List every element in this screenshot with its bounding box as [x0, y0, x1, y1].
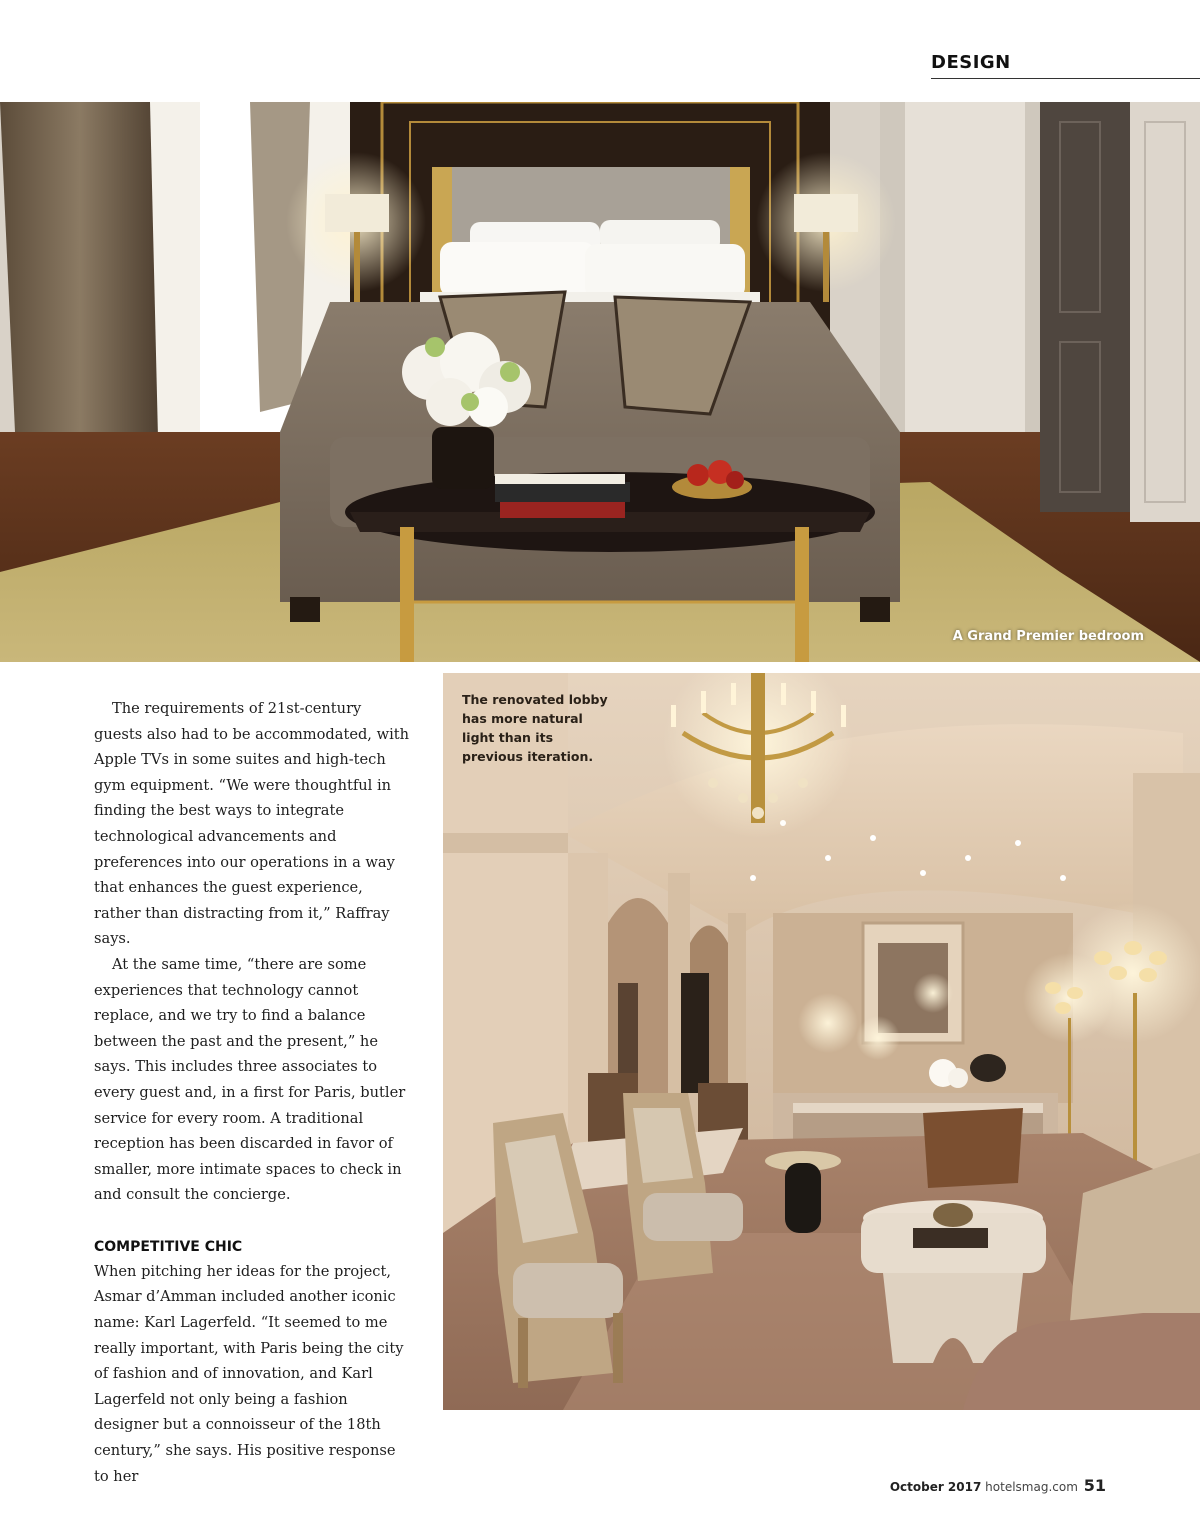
footer-website: hotelsmag.com [985, 1480, 1078, 1494]
lobby-photo-caption: The renovated lobby has more natural light than its previous iteration. [462, 692, 608, 764]
article-column [94, 696, 412, 1489]
article-paragraph: When pitching her ideas for the project, Asmar d’Amman included another iconic name: Karl Lagerfeld. “It seemed to me really important, with Paris being the city of fashion and of innovation, and Karl Lagerfeld not only being a fashion designer but a connoisseur of the 18th century,” she says. His positive response to her [94, 1262, 404, 1485]
bedroom-photo-caption: A Grand Premier bedroom [952, 629, 1144, 644]
article-paragraph: The requirements of 21st-century guests also had to be accommodated, with Apple TVs in some suites and high-tech gym equipment. “We were thoughtful in finding the best ways to integrate technological advancements and preferences into our operations in a way that enhances the guest experience, rather than distracting from it,” Raffray says. [94, 700, 410, 948]
lobby-photo [443, 673, 1200, 1410]
section-label: DESIGN [931, 52, 1011, 73]
footer-issue-date: October 2017 [889, 1480, 982, 1494]
page-footer [890, 1476, 1106, 1495]
bedroom-photo [0, 102, 1200, 662]
section-rule [931, 78, 1200, 79]
article-subhead: COMPETITIVE CHIC [94, 1238, 243, 1255]
article-paragraph: At the same time, “there are some experiences that technology cannot replace, and we try to find a balance between the past and the present,” he says. This includes three associates to every guest and, in a first for Paris, butler service for every room. A traditional reception has been discarded in favor of smaller, more intimate spaces to check in and consult the concierge. [94, 955, 406, 1204]
page-number: 51 [1083, 1476, 1106, 1495]
